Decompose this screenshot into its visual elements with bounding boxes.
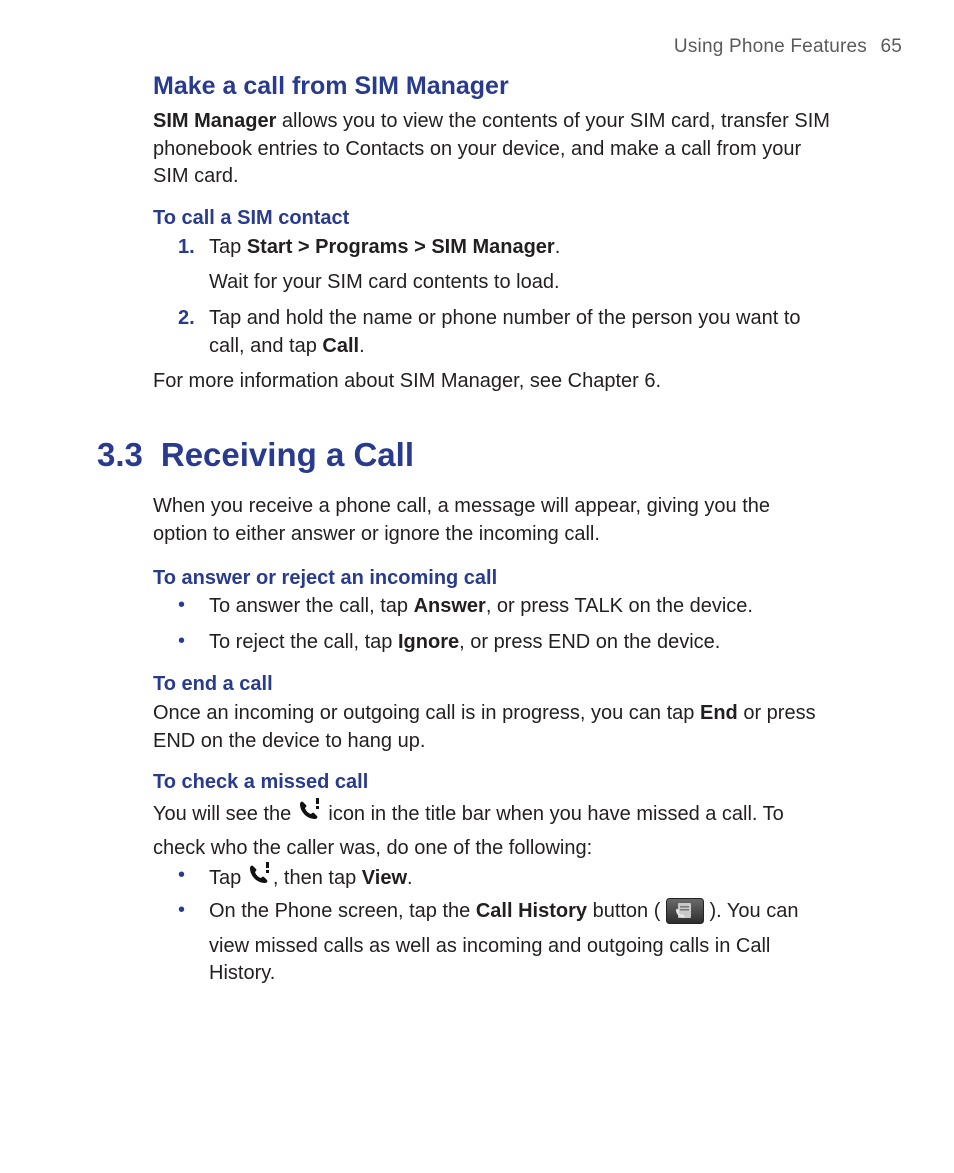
missed-end: icon in the title bar when you have missed a call. To xyxy=(322,803,784,825)
missed-call-icon xyxy=(247,862,273,899)
answer-end: , or press TALK on the device. xyxy=(485,595,753,617)
sim-intro xyxy=(153,108,830,191)
step-1-note: Wait for your SIM card contents to load. xyxy=(209,271,560,293)
history-pre: On the Phone screen, tap the xyxy=(209,900,476,922)
end-bold: End xyxy=(699,702,738,724)
step-1-text xyxy=(209,234,560,262)
history-mid: button ( xyxy=(587,900,666,922)
call-history-text xyxy=(209,898,798,988)
end-pre: Once an incoming or outgoing call is in progress, you can tap xyxy=(153,702,700,724)
missed-line2: check who the caller was, do one of the following: xyxy=(153,836,593,859)
end-line2: END on the device to hang up. xyxy=(153,729,426,752)
history-line2: view missed calls as well as incoming and outgoing calls in Call xyxy=(209,934,771,957)
answer-text xyxy=(209,593,753,621)
reject-text xyxy=(209,629,720,657)
page-number: 65 xyxy=(880,36,902,57)
bullet-answer: • xyxy=(178,594,186,616)
end-end: or press xyxy=(737,702,816,724)
history-end: ). You can xyxy=(703,900,799,922)
reject-bold: Ignore xyxy=(397,631,460,653)
header-title: Using Phone Features xyxy=(673,36,867,57)
sim-intro-text: allows you to view the contents of your SIM card, transfer SIM xyxy=(276,110,830,132)
step-2-number: 2. xyxy=(178,307,195,329)
tap-pre: Tap xyxy=(209,867,247,889)
tap-bold: View xyxy=(361,867,407,889)
step-1-end: . xyxy=(554,236,561,258)
receive-intro-line1: When you receive a phone call, a message will appear, giving you the xyxy=(153,495,771,517)
tap-view-text xyxy=(209,862,413,899)
missed-intro xyxy=(153,798,784,862)
step-1-bold: Start > Programs > SIM Manager xyxy=(246,236,555,258)
bullet-tap-view: • xyxy=(178,864,186,886)
sim-intro-bold: SIM Manager xyxy=(153,110,277,132)
missed-call-icon xyxy=(297,798,323,835)
history-line3: History. xyxy=(209,962,276,984)
subheading-missed-call: To check a missed call xyxy=(153,771,369,793)
step-2-line1: Tap and hold the name or phone number of the person you want to xyxy=(209,307,801,329)
section-title-sim: Make a call from SIM Manager xyxy=(153,72,509,100)
subheading-call-sim: To call a SIM contact xyxy=(153,207,350,229)
subheading-end-call: To end a call xyxy=(153,673,273,695)
missed-pre: You will see the xyxy=(153,803,297,825)
bullet-reject: • xyxy=(178,630,186,652)
bullet-call-history: • xyxy=(178,899,186,921)
chapter-number: 3.3 xyxy=(97,436,143,473)
running-header xyxy=(674,36,902,58)
end-call-text xyxy=(153,700,816,755)
reject-pre: To reject the call, tap xyxy=(209,631,398,653)
step-1-pre: Tap xyxy=(209,236,247,258)
answer-bold: Answer xyxy=(413,595,486,617)
answer-pre: To answer the call, tap xyxy=(209,595,414,617)
chapter-title: Receiving a Call xyxy=(160,436,414,473)
step-1-number: 1. xyxy=(178,236,195,258)
step-2-end: . xyxy=(359,334,365,357)
history-bold: Call History xyxy=(475,900,588,922)
subheading-answer-reject: To answer or reject an incoming call xyxy=(153,567,498,589)
receive-intro-line2: option to either answer or ignore the incoming call. xyxy=(153,522,600,545)
receive-intro xyxy=(153,493,770,548)
chapter-heading xyxy=(97,436,414,474)
reject-end: , or press END on the device. xyxy=(459,631,721,653)
call-history-button-icon xyxy=(666,898,704,933)
sim-intro-line2: phonebook entries to Contacts on your device, and make a call from your xyxy=(153,137,802,160)
tap-mid: , then tap xyxy=(272,867,362,889)
step-2-bold: Call xyxy=(322,334,360,357)
sim-intro-line3: SIM card. xyxy=(153,165,239,187)
step-2-pre: call, and tap xyxy=(209,334,323,357)
step-2-text xyxy=(209,305,801,360)
sim-more-info: For more information about SIM Manager, see Chapter 6. xyxy=(153,370,662,392)
tap-end: . xyxy=(407,867,413,889)
